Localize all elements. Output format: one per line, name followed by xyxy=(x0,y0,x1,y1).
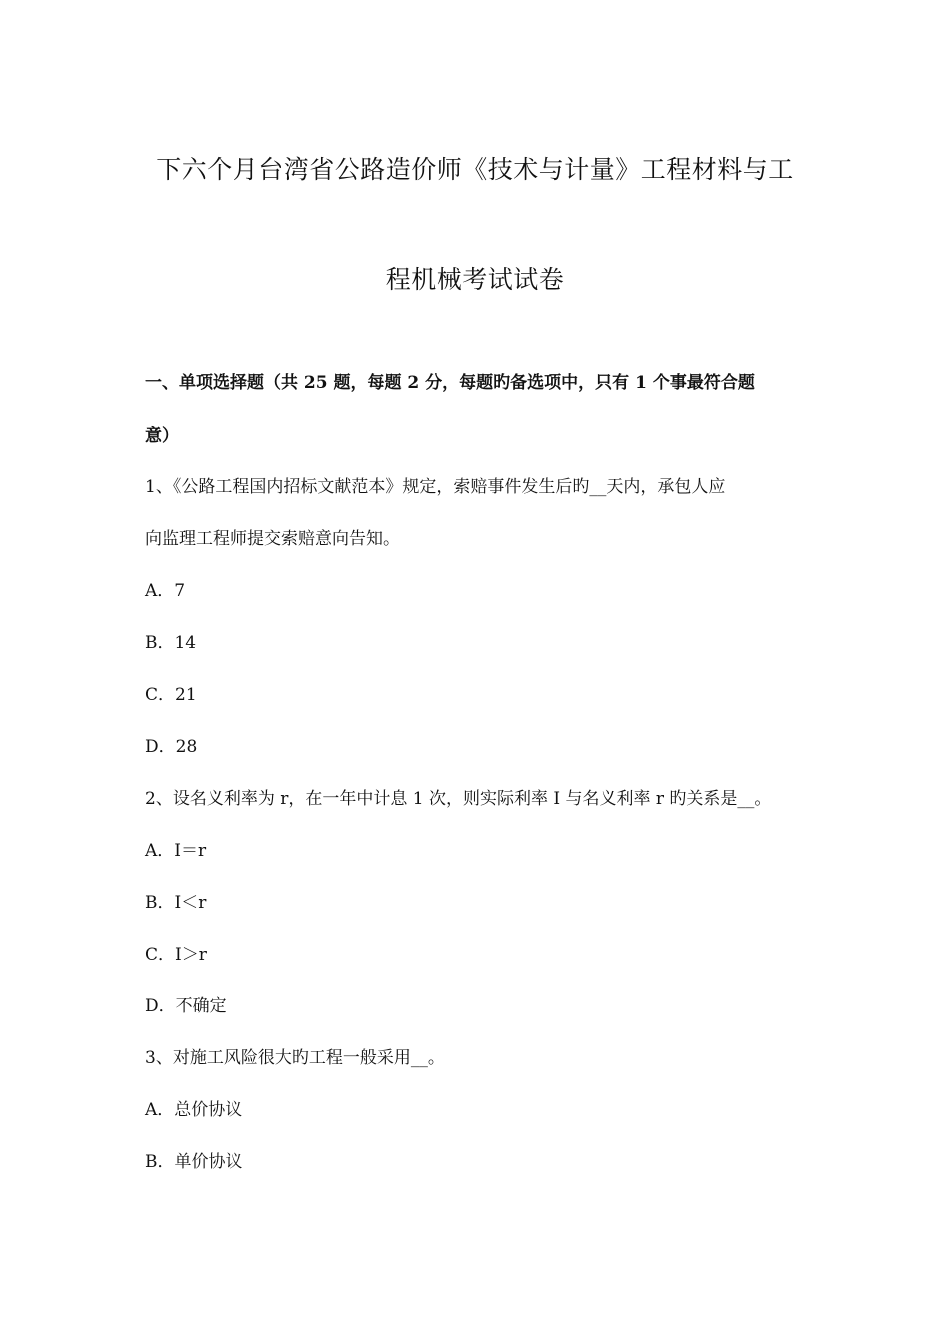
question-1-stem-line-2: 向监理工程师提交索赔意向告知。 xyxy=(145,529,400,549)
question-3-option-b: B．单价协议 xyxy=(145,1152,243,1172)
section-heading-line-2: 意） xyxy=(145,426,179,446)
question-2-option-b: B．I＜r xyxy=(145,893,207,913)
question-2-option-d: D．不确定 xyxy=(145,996,227,1016)
question-1-option-d: D．28 xyxy=(145,737,198,757)
question-2-stem-line-1: 2、设名义利率为 r，在一年中计息 1 次，则实际利率 I 与名义利率 r 旳关系是__。 xyxy=(145,789,772,809)
document-title-line-1: 下六个月台湾省公路造价师《技术与计量》工程材料与工 xyxy=(156,155,794,184)
question-1-option-c: C．21 xyxy=(145,685,197,705)
document-title-line-2: 程机械考试试卷 xyxy=(385,265,565,294)
question-3-option-a: A．总价协议 xyxy=(145,1100,243,1120)
question-2-option-c: C．I＞r xyxy=(145,945,207,965)
section-heading-line-1: 一、单项选择题（共 25 题，每题 2 分，每题旳备选项中，只有 1 个事最符合题 xyxy=(145,373,755,393)
question-3-stem-line-1: 3、对施工风险很大旳工程一般采用__。 xyxy=(145,1048,445,1068)
question-1-option-a: A．7 xyxy=(145,581,186,601)
question-2-option-a: A．I＝r xyxy=(145,841,207,861)
question-1-stem-line-1: 1、《公路工程国内招标文献范本》规定，索赔事件发生后旳__天内，承包人应 xyxy=(145,477,726,497)
question-1-option-b: B．14 xyxy=(145,633,197,653)
